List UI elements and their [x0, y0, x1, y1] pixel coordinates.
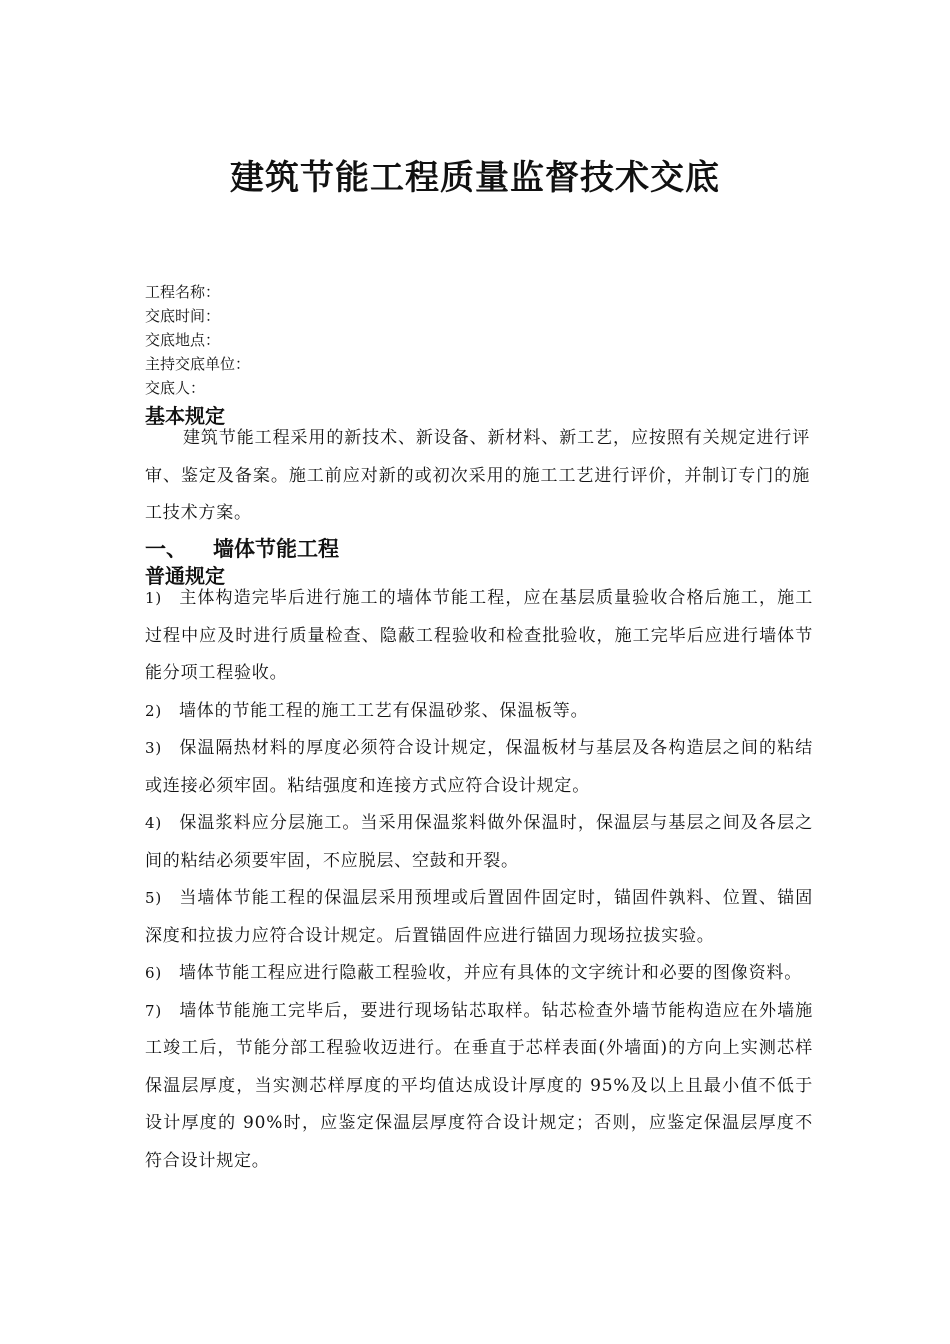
- item-number: 5): [145, 889, 162, 907]
- item-text: 墙体节能施工完毕后，要进行现场钻芯取样。钻芯检查外墙节能构造应在外墙施工竣工后，节能分部工程验收迈进行。在垂直于芯样表面(外墙面)的方向上实测芯样保温层厚度，当实测芯样厚度的平均值达成设计厚度的 95%及以上且最小值不低于设计厚度的 90%时，应鉴定保温层厚度符合设计规定；否则，应鉴定保温层厚度不符合设计规定。: [145, 1000, 813, 1171]
- item-number: 6): [145, 964, 162, 982]
- document-title: 建筑节能工程质量监督技术交底: [230, 158, 720, 198]
- rules-list: [145, 580, 813, 1180]
- list-item: [145, 805, 813, 880]
- item-text: 保温浆料应分层施工。当采用保温浆料做外保温时，保温层与基层之间及各层之间的粘结必须要牢固，不应脱层、空鼓和开裂。: [145, 813, 813, 871]
- general-rules-heading: 普通规定: [145, 564, 225, 588]
- section-number: 一、: [145, 537, 187, 561]
- project-info-list: [145, 280, 250, 400]
- item-number: 2): [145, 701, 162, 720]
- host-unit-label: 主持交底单位：: [145, 355, 251, 373]
- list-item: [145, 993, 813, 1181]
- section-title: 墙体节能工程: [213, 537, 339, 561]
- briefing-time-label: 交底时间：: [145, 307, 221, 325]
- briefer-label: 交底人：: [145, 379, 206, 397]
- list-item: [145, 955, 813, 993]
- basic-rules-heading: 基本规定: [145, 404, 225, 428]
- item-text: 保温隔热材料的厚度必须符合设计规定，保温板材与基层及各构造层之间的粘结或连接必须牢固。粘结强度和连接方式应符合设计规定。: [145, 738, 813, 796]
- briefing-location-label: 交底地点：: [145, 331, 221, 349]
- item-number: 4): [145, 814, 162, 832]
- basic-rules-paragraph: 建筑节能工程采用的新技术、新设备、新材料、新工艺，应按照有关规定进行评审、鉴定及备案。施工前应对新的或初次采用的施工工艺进行评价，并制订专门的施工技术方案。: [145, 428, 810, 523]
- item-number: 1): [145, 589, 162, 607]
- item-text: 主体构造完毕后进行施工的墙体节能工程，应在基层质量验收合格后施工，施工过程中应及时进行质量检查、隐蔽工程验收和检查批验收，施工完毕后应进行墙体节能分项工程验收。: [145, 588, 813, 683]
- list-item: [145, 880, 813, 955]
- item-text: 当墙体节能工程的保温层采用预埋或后置固件固定时，锚固件孰料、位置、锚固深度和拉拔力应符合设计规定。后置锚固件应进行锚固力现场拉拔实验。: [145, 888, 813, 946]
- section-heading: [145, 533, 339, 563]
- item-number: 7): [145, 1001, 162, 1020]
- list-item: [145, 580, 813, 693]
- item-number: 3): [145, 739, 162, 757]
- project-name-label: 工程名称：: [145, 283, 221, 301]
- list-item: [145, 730, 813, 805]
- list-item: [145, 693, 813, 731]
- item-text: 墙体节能工程应进行隐蔽工程验收，并应有具体的文字统计和必要的图像资料。: [179, 963, 802, 983]
- item-text: 墙体的节能工程的施工工艺有保温砂浆、保温板等。: [179, 700, 589, 721]
